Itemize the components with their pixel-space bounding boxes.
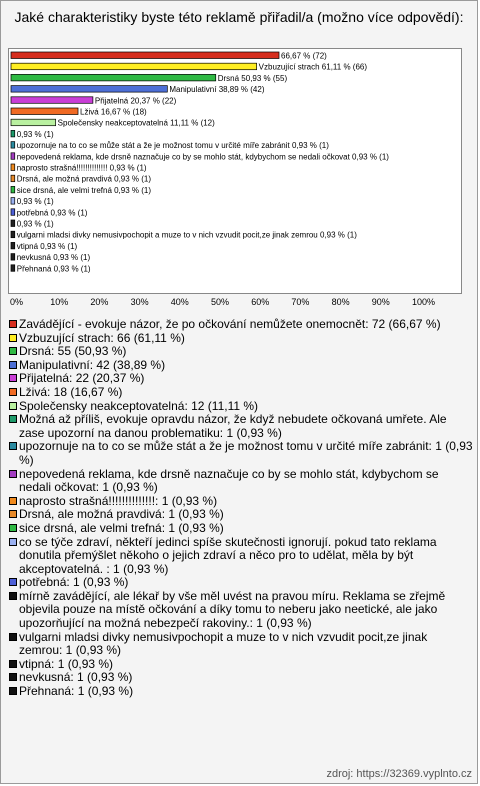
legend-label: Lživá: 18 (16,67 %)	[19, 384, 123, 399]
x-tick-label-4: 40%	[170, 297, 189, 307]
bar-label-3: Manipulativní 38,89 % (42)	[169, 85, 265, 95]
x-tick-label-10: 100%	[412, 297, 436, 307]
legend-label: Manipulativní: 42 (38,89 %)	[19, 357, 166, 372]
legend-item	[9, 522, 473, 536]
legend-swatch	[9, 524, 17, 532]
legend-swatch	[9, 578, 17, 586]
legend-item	[9, 576, 473, 590]
legend-label: Přijatelná: 22 (20,37 %)	[19, 371, 145, 386]
legend	[9, 318, 473, 699]
bar-label-17: vtipná 0,93 % (1)	[16, 241, 78, 251]
bar-label-14: potřebná 0,93 % (1)	[16, 208, 88, 218]
legend-swatch	[9, 497, 17, 505]
bar-13	[11, 198, 15, 205]
x-tick-label-3: 30%	[130, 297, 149, 307]
legend-item	[9, 413, 473, 440]
legend-swatch	[9, 592, 17, 600]
legend-label: Drsná: 55 (50,93 %)	[19, 344, 127, 359]
bar-label-7: 0,93 % (1)	[16, 129, 54, 139]
legend-item	[9, 685, 473, 699]
bar-11	[11, 175, 15, 182]
legend-item	[9, 400, 473, 414]
legend-label: Možná až příliš, evokuje opravdu názor, že když nebudete očkovaná umřete. Ale zase upozorní na danou problematiku: 1 (0,93 %)	[19, 412, 447, 440]
legend-label: sice drsná, ale velmi trefná: 1 (0,93 %)	[19, 520, 224, 535]
x-tick-label-6: 60%	[251, 297, 270, 307]
plot-area	[8, 48, 462, 294]
bar-6	[11, 119, 56, 126]
bar-chart	[9, 49, 461, 293]
legend-item	[9, 495, 473, 509]
source-link[interactable]: zdroj: https://32369.vyplnto.cz	[326, 768, 472, 780]
legend-swatch	[9, 633, 17, 641]
legend-swatch	[9, 415, 17, 423]
bar-2	[11, 74, 216, 81]
legend-swatch	[9, 320, 17, 328]
legend-item	[9, 631, 473, 658]
legend-swatch	[9, 470, 17, 478]
legend-item	[9, 671, 473, 685]
legend-item	[9, 372, 473, 386]
legend-swatch	[9, 388, 17, 396]
legend-swatch	[9, 402, 17, 410]
x-tick-label-7: 70%	[291, 297, 310, 307]
bar-15	[11, 220, 15, 227]
legend-item	[9, 508, 473, 522]
bar-3	[11, 86, 167, 93]
legend-swatch	[9, 660, 17, 668]
bar-18	[11, 254, 15, 261]
x-tick-label-2: 20%	[90, 297, 109, 307]
legend-label: Společensky neakceptovatelná: 12 (11,11 %)	[19, 398, 259, 413]
legend-label: potřebná: 1 (0,93 %)	[19, 575, 129, 590]
legend-label: Zavádějící - evokuje názor, že po očkování nemůžete onemocnět: 72 (66,67 %)	[19, 317, 441, 331]
bar-label-5: Lživá 16,67 % (18)	[80, 107, 147, 117]
bar-1	[11, 63, 257, 69]
bar-label-9: nepovedená reklama, kde drsně naznačuje co by se mohlo stát, kdybychom se nedali očkovat 0,93 % (1)	[16, 152, 389, 162]
bar-label-15: 0,93 % (1)	[16, 219, 54, 229]
bar-label-13: 0,93 % (1)	[16, 197, 54, 207]
x-tick-label-8: 80%	[331, 297, 350, 307]
bar-label-2: Drsná 50,93 % (55)	[217, 73, 288, 83]
legend-label: naprosto strašná!!!!!!!!!!!!!!: 1 (0,93 %)	[19, 493, 218, 508]
legend-swatch	[9, 334, 17, 342]
legend-label: Přehnaná: 1 (0,93 %)	[19, 684, 134, 699]
legend-swatch	[9, 538, 17, 546]
bar-label-4: Přijatelná 20,37 % (22)	[94, 96, 177, 106]
legend-label: Drsná, ale možná pravdivá: 1 (0,93 %)	[19, 507, 224, 522]
bar-8	[11, 142, 15, 149]
bar-19	[11, 265, 15, 272]
x-axis	[0, 294, 480, 308]
legend-swatch	[9, 347, 17, 355]
legend-item	[9, 386, 473, 400]
legend-item	[9, 440, 473, 467]
bar-5	[11, 108, 78, 115]
legend-item	[9, 318, 473, 332]
bar-7	[11, 130, 15, 137]
bar-label-10: naprosto strašná!!!!!!!!!!!!!! 0,93 % (1)	[16, 163, 147, 173]
bar-label-12: sice drsná, ale velmi trefná 0,93 % (1)	[16, 185, 152, 195]
bar-label-18: nevkusná 0,93 % (1)	[16, 253, 91, 263]
x-tick-label-5: 50%	[211, 297, 230, 307]
bar-label-11: Drsná, ale možná pravdivá 0,93 % (1)	[16, 174, 152, 184]
bar-16	[11, 231, 15, 238]
legend-item	[9, 332, 473, 346]
legend-label: co se týče zdraví, někteří jedinci spíše skutečnosti ignorují. pokud tato reklama donutila přemýšlet někoho o jejich zdraví a něco pro to udělat, měla by být akceptovatelná. : 1 (0,93 %)	[19, 534, 437, 576]
legend-label: Vzbuzující strach: 66 (61,11 %)	[19, 330, 185, 345]
legend-label: vulgarni mladsi divky nemusivpochopit a muze to v nich vzvudit pocit,ze jinak zemrou: 1 (0,93 %)	[19, 629, 428, 658]
x-tick-label-1: 10%	[50, 297, 69, 307]
legend-swatch	[9, 510, 17, 518]
legend-swatch	[9, 361, 17, 369]
legend-label: nevkusná: 1 (0,93 %)	[19, 670, 133, 685]
legend-item	[9, 590, 473, 631]
bar-14	[11, 209, 15, 216]
x-tick-label-9: 90%	[371, 297, 390, 307]
bar-label-0: 66,67 % (72)	[281, 51, 327, 61]
legend-item	[9, 658, 473, 672]
bar-label-16: vulgarni mladsi divky nemusivpochopit a muze to v nich vzvudit pocit,ze jinak zemrou 0,93 % (1)	[16, 230, 357, 240]
legend-swatch	[9, 442, 17, 450]
bar-9	[11, 153, 15, 160]
bar-12	[11, 186, 15, 193]
legend-swatch	[9, 673, 17, 681]
bar-label-6: Společensky neakceptovatelná 11,11 % (12)	[57, 118, 215, 128]
bar-4	[11, 97, 93, 104]
bar-label-8: upozornuje na to co se může stát a že je možnost tomu v určité míře zabránit 0,93 % (1)	[16, 141, 329, 151]
bar-0	[11, 52, 279, 59]
legend-label: vtipná: 1 (0,93 %)	[19, 656, 114, 671]
legend-swatch	[9, 374, 17, 382]
bar-label-19: Přehnaná 0,93 % (1)	[16, 264, 91, 274]
chart-title: Jaké charakteristiky byste této reklamě přiřadil/a (možno více odpovědí):	[14, 9, 464, 25]
legend-item	[9, 536, 473, 577]
bar-10	[11, 164, 15, 171]
legend-item	[9, 345, 473, 359]
bar-label-1: Vzbuzující strach 61,11 % (66)	[258, 62, 368, 72]
bar-17	[11, 242, 15, 249]
legend-item	[9, 468, 473, 495]
x-tick-label-0: 0%	[10, 297, 24, 307]
legend-label: nepovedená reklama, kde drsně naznačuje co by se mohlo stát, kdybychom se nedali očkovat: 1 (0,93 %)	[19, 466, 439, 495]
legend-label: upozornuje na to co se může stát a že je možnost tomu v určité míře zabránit: 1 (0,93 %)	[19, 439, 473, 467]
legend-label: mírně zavádějící, ale lékař by vše měl uvést na pravou míru. Reklama se zřejmě objevila pouze na místě očkování a díky tomu to neberu jako neetické, ale jako upozorňující na možná nebezpečí rakoviny.: 1 (0,93 %)	[19, 588, 446, 631]
legend-item	[9, 359, 473, 373]
legend-swatch	[9, 687, 17, 695]
